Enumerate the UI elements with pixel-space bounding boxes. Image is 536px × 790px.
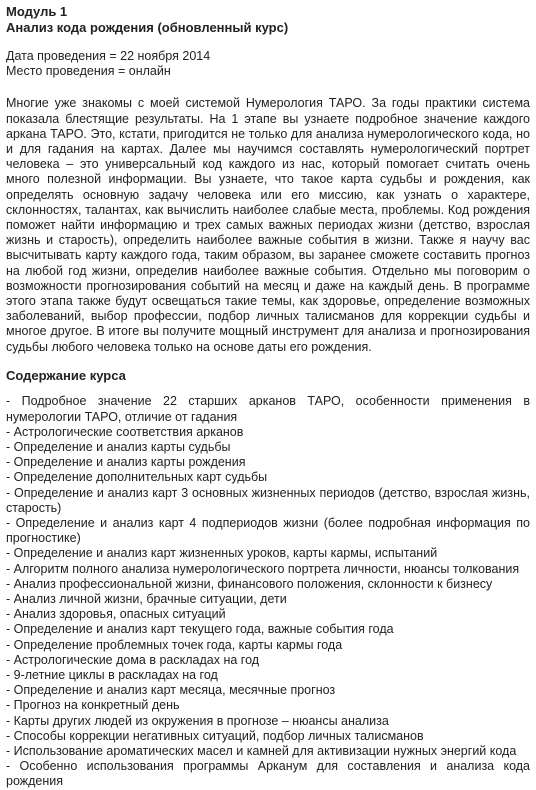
place-line: Место проведения = онлайн [6, 64, 171, 79]
list-item: - Определение и анализ карты рождения [6, 455, 246, 470]
list-item: - Подробное значение 22 старших арканов ТАРО, особенности применения в нумерологии ТАРО, отличие от гадания [6, 394, 530, 424]
list-item: - Определение и анализ карты судьбы [6, 439, 231, 454]
date-line: Дата проведения = 22 ноября 2014 [6, 49, 211, 63]
list-item: - Определение и анализ карт месяца, месячные прогноз [6, 683, 336, 698]
contents-heading: Содержание курса [6, 367, 126, 383]
contents-list [6, 394, 530, 789]
list-item: - Использование ароматических масел и камней для активизации нужных энергий кода [6, 744, 517, 759]
module-label: Модуль 1 [6, 4, 68, 19]
list-item: - Астрологические соответствия арканов [6, 424, 244, 439]
list-item: - Особенно использования программы Арканум для составления и анализа кода рождения [6, 759, 530, 789]
list-item: - Карты других людей из окружения в прогнозе – нюансы анализа [6, 713, 389, 728]
list-item: - Анализ профессиональной жизни, финансового положения, склонности к бизнесу [6, 576, 493, 591]
list-item: - Определение и анализ карт 3 основных жизненных периодов (детство, взрослая жизнь, старость) [6, 485, 530, 515]
list-item: - Определение проблемных точек года, карты кармы года [6, 637, 343, 652]
list-item: - Астрологические дома в раскладах на год [6, 652, 260, 667]
list-item: - Определение и анализ карт жизненных уроков, карты кармы, испытаний [6, 546, 438, 561]
module-title: Анализ кода рождения (обновленный курс) [6, 19, 289, 35]
list-item: - Анализ личной жизни, брачные ситуации, дети [6, 592, 287, 606]
list-item: - Определение дополнительных карт судьбы [6, 470, 268, 485]
list-item: - 9-летние циклы в раскладах на год [6, 668, 218, 683]
list-item: - Прогноз на конкретный день [6, 698, 180, 713]
list-item: - Анализ здоровья, опасных ситуаций [6, 607, 226, 622]
list-item: - Определение и анализ карт текущего года, важные события года [6, 622, 394, 637]
intro-paragraph: Многие уже знакомы с моей системой Нумерология ТАРО. За годы практики система показала блестящие результаты. На 1 этапе вы узнаете подробное значение каждого аркана ТАРО. Это, кстати, пригодится не только для анализа нумерологического кода, но и для гадания на картах. Далее мы научимся составлять нумерологический портрет человека – это универсальный код каждого из нас, который помогает считать очень много полезной информации. Вы узнаете, что такое карта судьбы и рождения, как определять основную задачу человека или его миссию, как узнать о характере, склонностях, талантах, как вычислить наиболее слабые места, проблемы. Код рождения поможет найти информацию и трех самых важных периодах жизни (детство, взрослая жизнь и старость), определить наиболее важные события в жизни. Также я научу вас высчитывать карту каждого года, таким образом, вы заранее сможете составить прогноз на любой год жизни, определив наиболее важные события. Отдельно мы поговорим о возможности прогнозирования событий на месяц и даже на каждый день. В программе этого этапа также будут освещаться такие темы, как здоровье, определение возможных заболеваний, выбор профессии, подбор личных талисманов для коррекции судьбы и многое другое. В итоге вы получите мощный инструмент для анализа и прогнозирования судьбы любого человека только на основе даты его рождения. [6, 96, 530, 354]
list-item: - Алгоритм полного анализа нумерологического портрета личности, нюансы толкования [6, 561, 520, 576]
list-item: - Определение и анализ карт 4 подпериодов жизни (более подробная информация по прогностике) [6, 515, 530, 546]
list-item: - Способы коррекции негативных ситуаций, подбор личных талисманов [6, 728, 424, 743]
